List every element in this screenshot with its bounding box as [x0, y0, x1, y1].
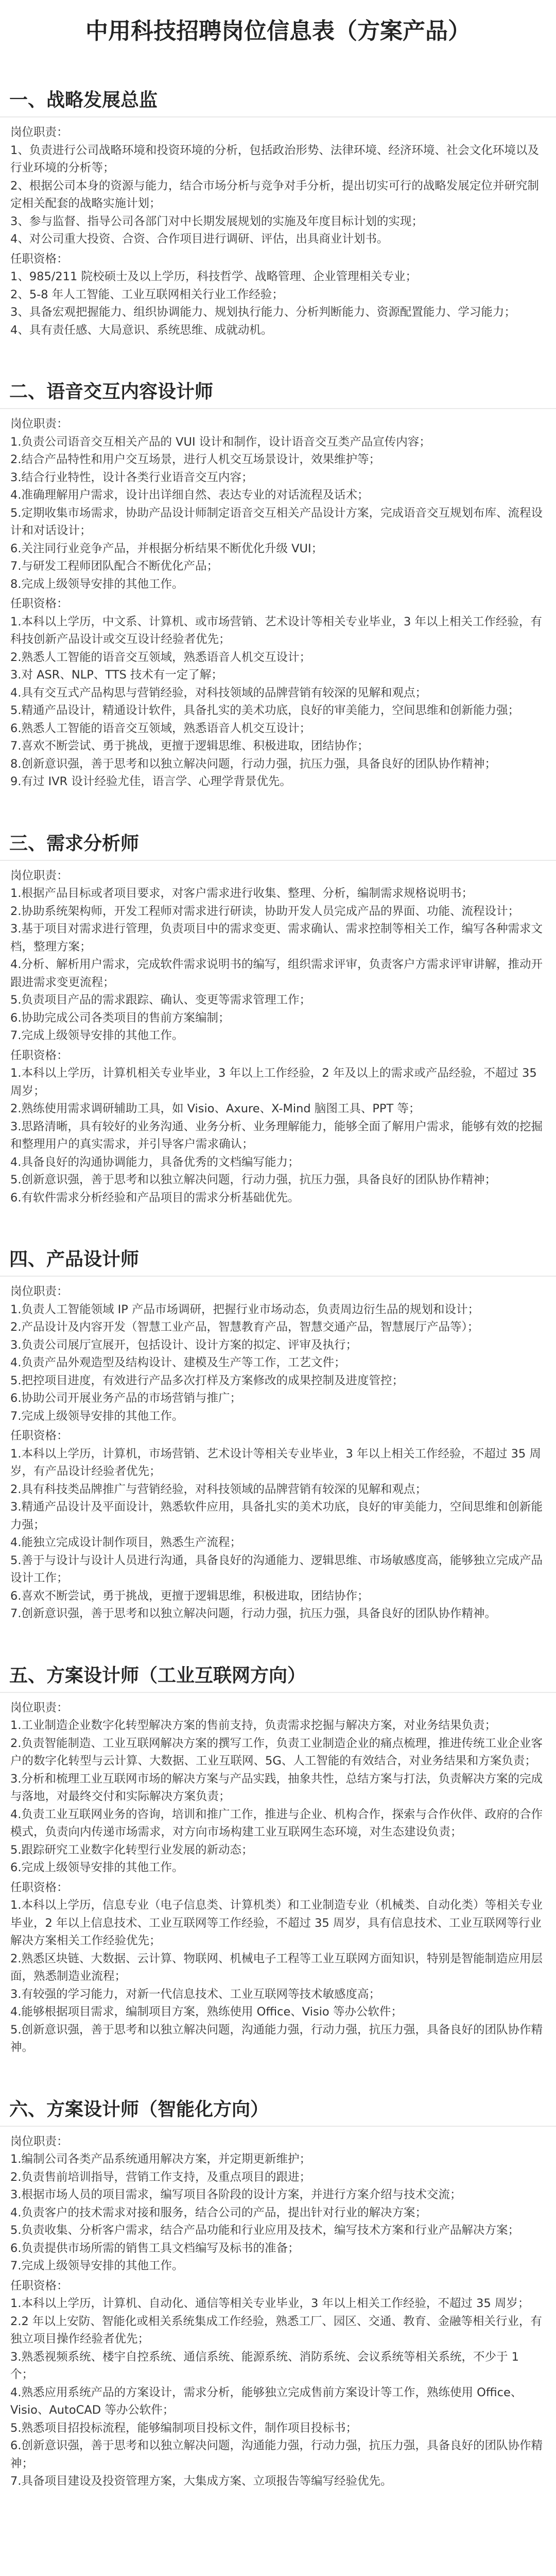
job-section — [0, 1664, 556, 2057]
requirement-line: 7.喜欢不断尝试、勇于挑战，更擅于逻辑思维、积极进取，团结协作； — [10, 739, 369, 753]
block-heading: 任职资格： — [10, 1429, 68, 1443]
job-section — [0, 89, 556, 339]
requirement-line: 5.跟踪研究工业数字化转型行业发展的新动态； — [10, 1843, 253, 1857]
requirement-line: 5.负责项目产品的需求跟踪、确认、变更等需求管理工作； — [10, 993, 311, 1007]
requirement-line: 3.对 ASR、NLP、TTS 技术有一定了解； — [10, 668, 223, 682]
requirement-line: 3.思路清晰，具有较好的业务沟通、业务分析、业务理解能力，能够全面了解用户需求，能够有效的挖掘和整理用户的真实需求，并引导客户需求确认； — [10, 1120, 543, 1151]
requirement-line: 7.完成上级领导安排的其他工作。 — [10, 1409, 184, 1423]
requirement-line: 3、参与监督、指导公司各部门对中长期发展规划的实施及年度目标计划的实现； — [10, 214, 423, 228]
section-title: 一、战略发展总监 — [0, 89, 556, 117]
requirement-line: 7.与研发工程师团队配合不断优化产品； — [10, 560, 218, 573]
requirement-line: 3.根据市场人员的项目需求，编写项目各阶段的设计方案，并进行方案介绍与技术交流； — [10, 2188, 462, 2201]
requirement-line: 5.负责收集、分析客户需求，结合产品功能和行业应用及技术，编写技术方案和行业产品解决方案； — [10, 2224, 519, 2237]
requirement-line: 5.精通产品设计，精通设计软件，具备扎实的美术功底，良好的审美能力，空间思维和创新能力强； — [10, 704, 519, 717]
requirement-line: 2.熟练使用需求调研辅助工具，如 Visio、Axure、X-Mind 脑图工具、PPT 等； — [10, 1102, 421, 1115]
requirement-line: 2.负责智能制造、工业互联网解决方案的撰写工作，负责工业制造企业的痛点梳理，推进传统工业企业客户的数字化转型与云计算、大数据、工业互联网、5G、人工智能的有效结合，对业务结果和方案负责； — [10, 1736, 543, 1768]
requirement-line: 6.喜欢不断尝试，勇于挑战，更擅于逻辑思维，积极进取，团结协作； — [10, 1589, 369, 1603]
job-section — [0, 380, 556, 791]
requirement-line: 1.根据产品目标或者项目要求，对客户需求进行收集、整理、分析，编制需求规格说明书； — [10, 887, 473, 900]
requirement-line: 5.定期收集市场需求，协助产品设计师制定语音交互相关产品设计方案，完成语音交互规划布库、流程设计和对话设计； — [10, 506, 543, 537]
requirement-line: 9.有过 IVR 设计经验尤佳，语言学、心理学背景优先。 — [10, 775, 291, 788]
block-heading: 岗位职责： — [10, 417, 68, 431]
requirement-line: 7.完成上级领导安排的其他工作。 — [10, 1029, 184, 1042]
section-title: 三、需求分析师 — [0, 832, 556, 861]
requirement-line: 1.本科以上学历，信息专业（电子信息类、计算机类）和工业制造专业（机械类、自动化类）等相关专业毕业，2 年以上信息技术、工业互联网等工作经验，不超过 35 周岁，具有信息技术、工业互联网等行业解决方案相关工作经验优先； — [10, 1899, 543, 1947]
requirement-line: 6.熟悉人工智能的语音交互领域，熟悉语音人机交互设计； — [10, 721, 311, 735]
requirement-line: 3.分析和梳理工业互联网市场的解决方案与产品实践，抽象共性，总结方案与打法，负责解决方案的完成与落地，对最终交付和实际解决方案负责； — [10, 1772, 543, 1803]
requirement-line: 2.协助系统架构师，开发工程师对需求进行研读，协助开发人员完成产品的界面、功能、流程设计； — [10, 904, 519, 918]
requirement-line: 7.完成上级领导安排的其他工作。 — [10, 2259, 184, 2273]
requirement-line: 4.具有交互式产品构思与营销经验，对科技领域的品牌营销有较深的见解和观点； — [10, 686, 427, 700]
block-heading: 岗位职责： — [10, 1701, 68, 1715]
block-heading: 岗位职责： — [10, 126, 68, 139]
requirement-line: 1.本科以上学历，计算机相关专业毕业，3 年以上工作经验，2 年及以上的需求或产品经验，不超过 35 周岁； — [10, 1066, 537, 1098]
section-title: 二、语音交互内容设计师 — [0, 380, 556, 409]
requirement-line: 4、对公司重大投资、合资、合作项目进行调研、评估，出具商业计划书。 — [10, 232, 389, 246]
section-title: 五、方案设计师（工业互联网方向） — [0, 1664, 556, 1693]
requirement-line: 6.协助公司开展业务产品的市场营销与推广； — [10, 1392, 241, 1405]
requirement-line: 6.负责提供市场所需的销售工具文档编写及标书的准备； — [10, 2241, 300, 2255]
requirement-line: 4.能够根据项目需求，编制项目方案，熟练使用 Office、Visio 等办公软件； — [10, 2005, 403, 2019]
requirement-line: 4.分析、解析用户需求，完成软件需求说明书的编写，组织需求评审，负责客户方需求评审讲解，推动开跟进需求变更流程； — [10, 958, 543, 989]
requirement-line: 2.产品设计及内容开发（智慧工业产品，智慧教育产品，智慧交通产品，智慧展厅产品等）； — [10, 1320, 479, 1334]
job-section — [0, 832, 556, 1207]
requirement-line: 1.本科以上学历，计算机、自动化、通信等相关专业毕业，3 年以上相关工作经验，不超过 35 周岁； — [10, 2297, 530, 2310]
requirement-line: 2.具有科技类品牌推广与营销经验，对科技领域的品牌营销有较深的见解和观点； — [10, 1482, 427, 1496]
requirement-line: 2.熟悉区块链、大数据、云计算、物联网、机械电子工程等工业互联网方面知识，特别是智能制造应用层面，熟悉制造业流程； — [10, 1952, 543, 1983]
requirement-line: 3、具备宏观把握能力、组织协调能力、规划执行能力、分析判断能力、资源配置能力、学习能力； — [10, 306, 516, 319]
requirement-line: 1.编制公司各类产品系统通用解决方案，并定期更新维护； — [10, 2153, 311, 2166]
document-title: 中用科技招聘岗位信息表（方案产品） — [85, 18, 471, 44]
sections-container — [0, 89, 556, 2490]
requirement-line: 2.结合产品特性和用户交互场景，进行人机交互场景设计，效果维护等； — [10, 453, 380, 466]
requirement-line: 4.负责产品外观造型及结构设计、建模及生产等工作，工艺文件； — [10, 1356, 346, 1369]
block-heading: 任职资格： — [10, 252, 68, 266]
requirement-line: 1.负责公司语音交互相关产品的 VUI 设计和制作，设计语音交互类产品宣传内容； — [10, 435, 431, 449]
requirement-line: 2.负责售前培训指导，营销工作支持，及重点项目的跟进； — [10, 2170, 311, 2184]
requirement-line: 1.负责人工智能领域 IP 产品市场调研，把握行业市场动态，负责周边衍生品的规划和设计； — [10, 1302, 479, 1316]
job-section — [0, 1248, 556, 1623]
requirement-line: 1.本科以上学历，中文系、计算机、或市场营销、艺术设计等相关专业毕业，3 年以上相关工作经验，有科技创新产品设计或交互设计经验者优先； — [10, 615, 542, 646]
requirement-line: 5.创新意识强，善于思考和以独立解决问题，行动力强，抗压力强，具备良好的团队协作精神； — [10, 1173, 496, 1187]
section-title: 六、方案设计师（智能化方向） — [0, 2098, 556, 2127]
requirement-line: 1.工业制造企业数字化转型解决方案的售前支持，负责需求挖掘与解决方案，对业务结果负责； — [10, 1719, 496, 1732]
requirement-line: 8.完成上级领导安排的其他工作。 — [10, 577, 184, 591]
requirement-line: 4.熟悉应用系统产品的方案设计，需求分析，能够独立完成售前方案设计等工作，熟练使用 Office、Visio、AutoCAD 等办公软件； — [10, 2385, 523, 2417]
requirement-line: 3.有较强的学习能力，对新一代信息技术、工业互联网等技术敏感度高； — [10, 1987, 380, 2001]
block-heading: 岗位职责： — [10, 2134, 68, 2148]
section-title: 四、产品设计师 — [0, 1248, 556, 1277]
block-heading: 任职资格： — [10, 1048, 68, 1062]
requirement-line: 3.负责公司展厅宣展开，包括设计、设计方案的拟定、评审及执行； — [10, 1338, 357, 1352]
requirement-line: 3.熟悉视频系统、楼宇自控系统、通信系统、能源系统、消防系统、会议系统等相关系统，不少于 1 个； — [10, 2350, 519, 2381]
requirement-line: 4.负责工业互联网业务的咨询，培训和推广工作，推进与企业、机构合作，探索与合作伙伴、政府的合作模式，负责向内传递市场需求，对方向市场构建工业互联网生态环境，对生态建设负责； — [10, 1807, 543, 1839]
requirement-line: 2.熟悉人工智能的语音交互领域，熟悉语音人机交互设计； — [10, 650, 311, 664]
requirement-line: 6.完成上级领导安排的其他工作。 — [10, 1861, 184, 1874]
requirement-line: 3.基于项目对需求进行管理，负责项目中的需求变更、需求确认、需求控制等相关工作，编写各种需求文档，整理方案； — [10, 922, 543, 954]
requirement-line: 3.结合行业特性，设计各类行业语音交互内容； — [10, 470, 253, 484]
requirement-line: 4、具有责任感、大局意识、系统思维、成就动机。 — [10, 323, 273, 337]
requirement-line: 1、负责进行公司战略环境和投资环境的分析，包括政治形势、法律环境、经济环境、社会文化环境以及行业环境的分析等； — [10, 143, 539, 175]
block-heading: 任职资格： — [10, 1880, 68, 1894]
requirement-line: 4.具备良好的沟通协调能力，具备优秀的文档编写能力； — [10, 1155, 300, 1169]
requirement-line: 7.创新意识强，善于思考和以独立解决问题，行动力强，抗压力强，具备良好的团队协作精神。 — [10, 1607, 496, 1620]
requirement-line: 5.创新意识强，善于思考和以独立解决问题，沟通能力强，行动力强，抗压力强，具备良好的团队协作精神。 — [10, 2023, 543, 2054]
requirement-line: 6.协助完成公司各类项目的售前方案编制； — [10, 1011, 230, 1025]
block-heading: 岗位职责： — [10, 869, 68, 883]
block-heading: 任职资格： — [10, 597, 68, 611]
requirement-line: 5.把控项目进度，有效进行产品多次打样及方案修改的成果控制及进度管控； — [10, 1374, 404, 1387]
requirement-line: 5.熟悉项目招投标流程，能够编制项目投标文件，制作项目投标书； — [10, 2421, 357, 2435]
requirement-line: 2、根据公司本身的资源与能力，结合市场分析与竞争对手分析，提出切实可行的战略发展定位并研究制定相关配套的战略实施计划； — [10, 179, 539, 210]
requirement-line: 4.负责客户的技术需求对接和服务，结合公司的产品，提出针对行业的解决方案； — [10, 2206, 427, 2219]
requirement-line: 2、5-8 年人工智能、工业互联网相关行业工作经验； — [10, 287, 284, 301]
requirement-line: 8.创新意识强，善于思考和以独立解决问题，行动力强，抗压力强，具备良好的团队协作精神； — [10, 757, 496, 771]
requirement-line: 1、985/211 院校硕士及以上学历，科技哲学、战略管理、企业管理相关专业； — [10, 270, 417, 283]
block-heading: 任职资格： — [10, 2279, 68, 2293]
requirement-line: 6.关注同行业竞争产品，并根据分析结果不断优化升级 VUI； — [10, 541, 323, 555]
requirement-line: 7.具备项目建设及投资管理方案，大集成方案、立项报告等编写经验优先。 — [10, 2475, 392, 2488]
requirement-line: 6.有软件需求分析经验和产品项目的需求分析基础优先。 — [10, 1191, 300, 1205]
requirement-line: 2.2 年以上安防、智能化或相关系统集成工作经验，熟悉工厂、园区、交通、教育、金融等相关行业，有独立项目操作经验者优先； — [10, 2314, 542, 2346]
job-section — [0, 2098, 556, 2490]
block-heading: 岗位职责： — [10, 1285, 68, 1298]
requirement-line: 4.能独立完成设计制作项目，熟悉生产流程； — [10, 1536, 241, 1549]
requirement-line: 5.善于与设计与设计人员进行沟通，具备良好的沟通能力、逻辑思维、市场敏感度高，能够独立完成产品设计工作； — [10, 1553, 543, 1585]
requirement-line: 4.准确理解用户需求，设计出详细自然、表达专业的对话流程及话术； — [10, 488, 369, 502]
requirement-line: 3.精通产品设计及平面设计，熟悉软件应用，具备扎实的美术功底，良好的审美能力，空间思维和创新能力强； — [10, 1500, 543, 1532]
requirement-line: 1.本科以上学历，计算机，市场营销、艺术设计等相关专业毕业，3 年以上相关工作经验，不超过 35 周岁，有产品设计经验者优先； — [10, 1447, 541, 1478]
requirement-line: 6.创新意识强，善于思考和以独立解决问题，沟通能力强，行动力强，抗压力强，具备良好的团队协作精神； — [10, 2439, 543, 2470]
